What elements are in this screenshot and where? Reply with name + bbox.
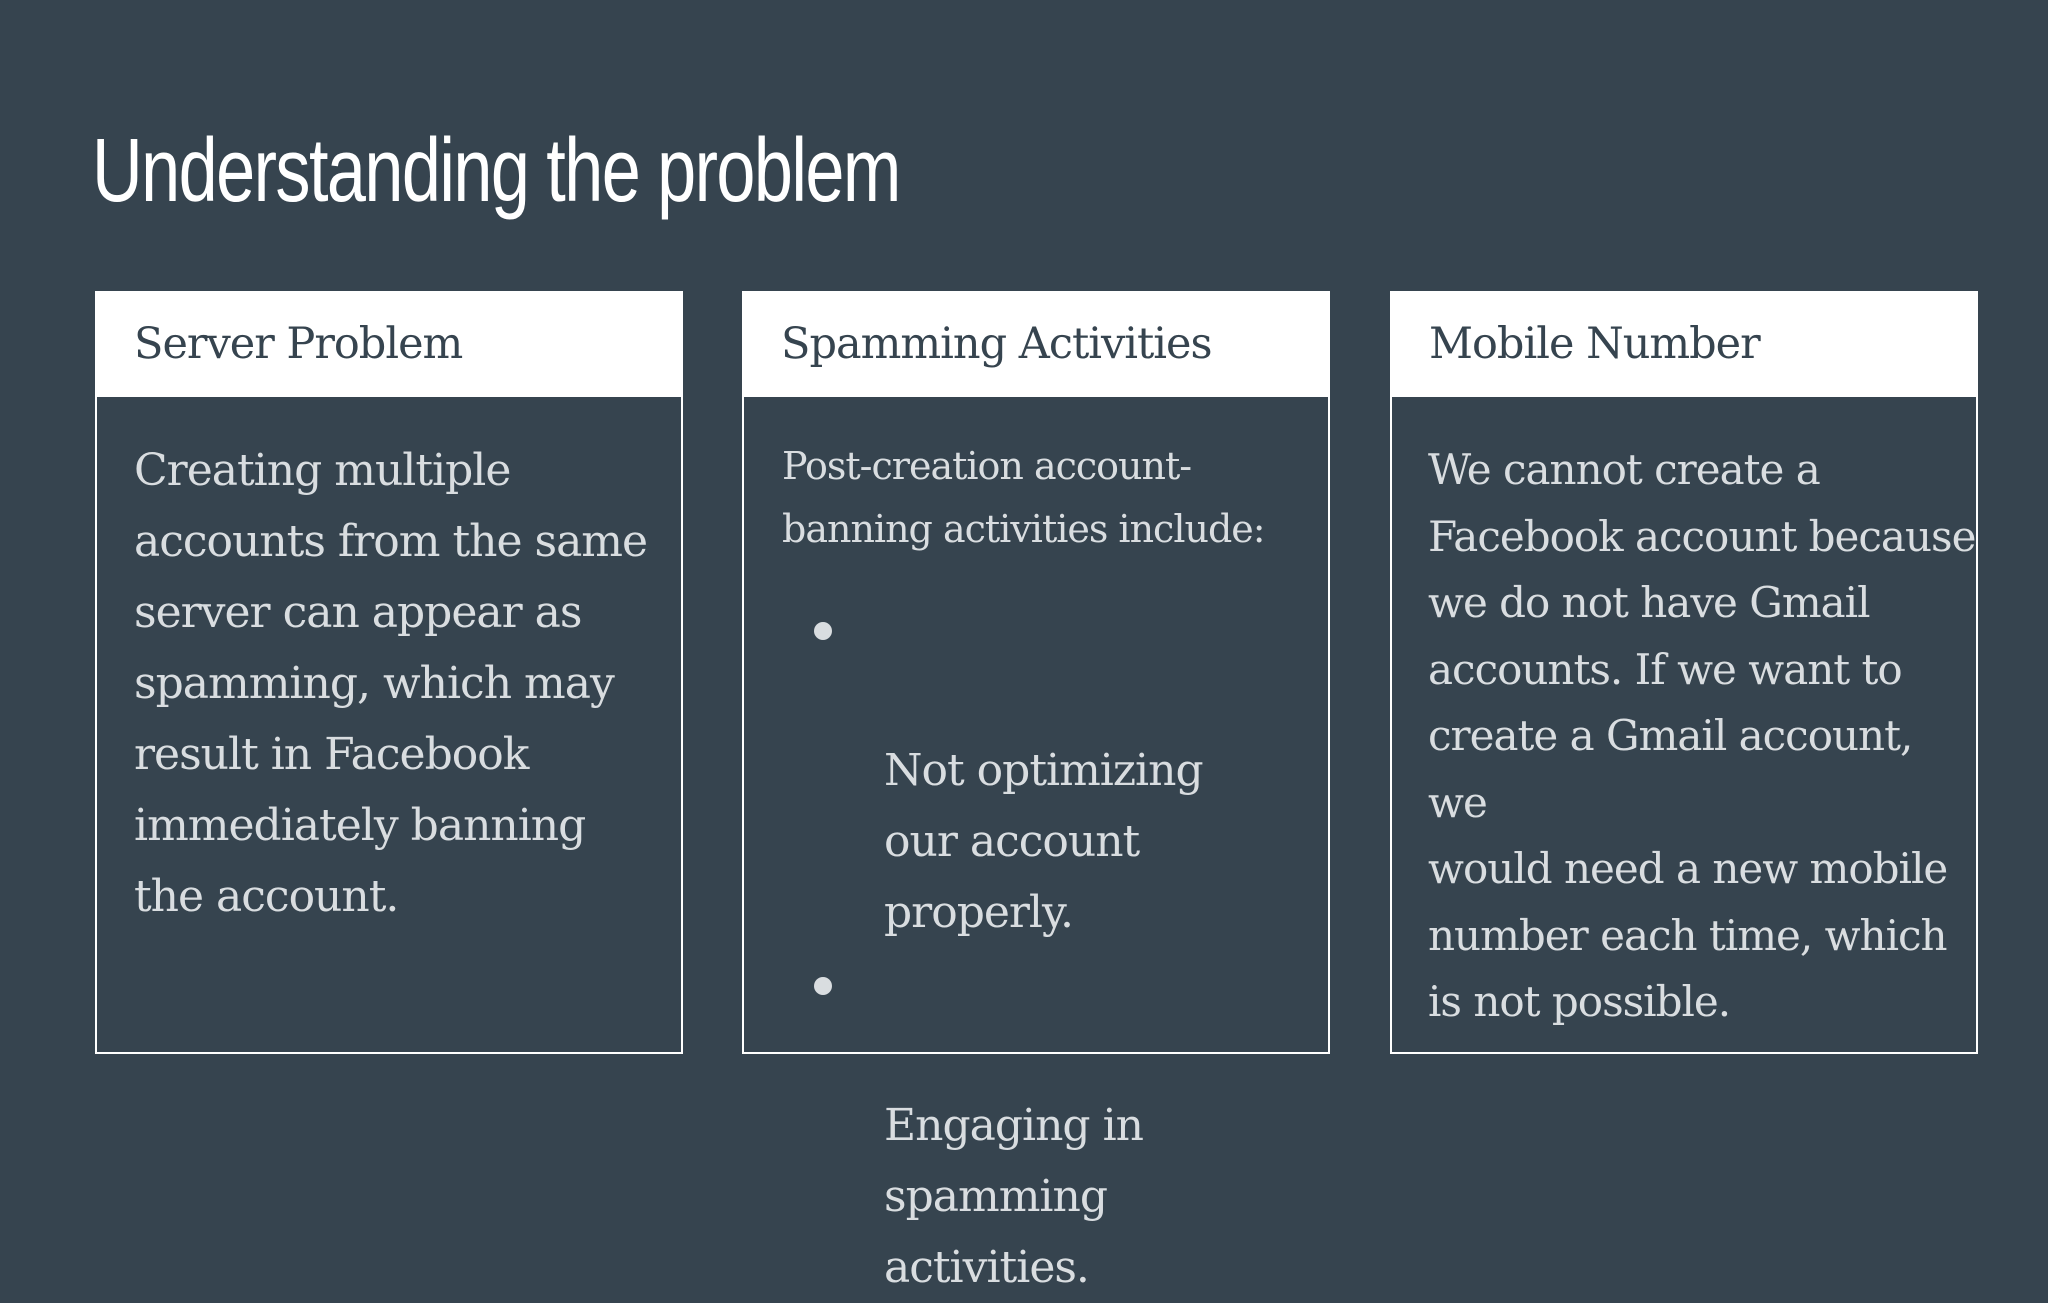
card-title: Server Problem <box>134 319 463 369</box>
card-body-text: We cannot create a Facebook account because we do not have Gmail accounts. If we want to create a Gmail account, we would need a new mobile number each time, which is not possible. <box>1428 445 1976 1026</box>
card-spamming-activities <box>742 291 1330 1293</box>
card-server-problem <box>95 291 683 1054</box>
bullet-dot-icon <box>814 977 832 995</box>
bullet-text: Engaging in spamming activities. <box>884 1100 1143 1293</box>
bullet-dot-icon <box>814 622 832 640</box>
card-header <box>1392 293 1976 397</box>
card-body <box>1392 397 1976 1036</box>
slide-title: Understanding the problem <box>92 121 900 221</box>
card-body <box>97 397 681 932</box>
bullet-item <box>782 593 1328 948</box>
card-body-text: Creating multiple accounts from the same server can appear as spamming, which may result in Facebook immediately banning the account. <box>134 445 648 922</box>
card-header <box>97 293 681 397</box>
card-header <box>744 293 1328 397</box>
bullet-item <box>782 948 1328 1303</box>
card-intro-text: Post-creation account- banning activities include: <box>782 444 1265 551</box>
card-title: Mobile Number <box>1429 319 1760 369</box>
bullet-text: Not optimizing our account properly. <box>884 745 1203 938</box>
card-mobile-number <box>1390 291 1978 1054</box>
card-title: Spamming Activities <box>781 319 1212 369</box>
card-body <box>744 397 1328 1303</box>
bullet-list <box>782 593 1328 1303</box>
